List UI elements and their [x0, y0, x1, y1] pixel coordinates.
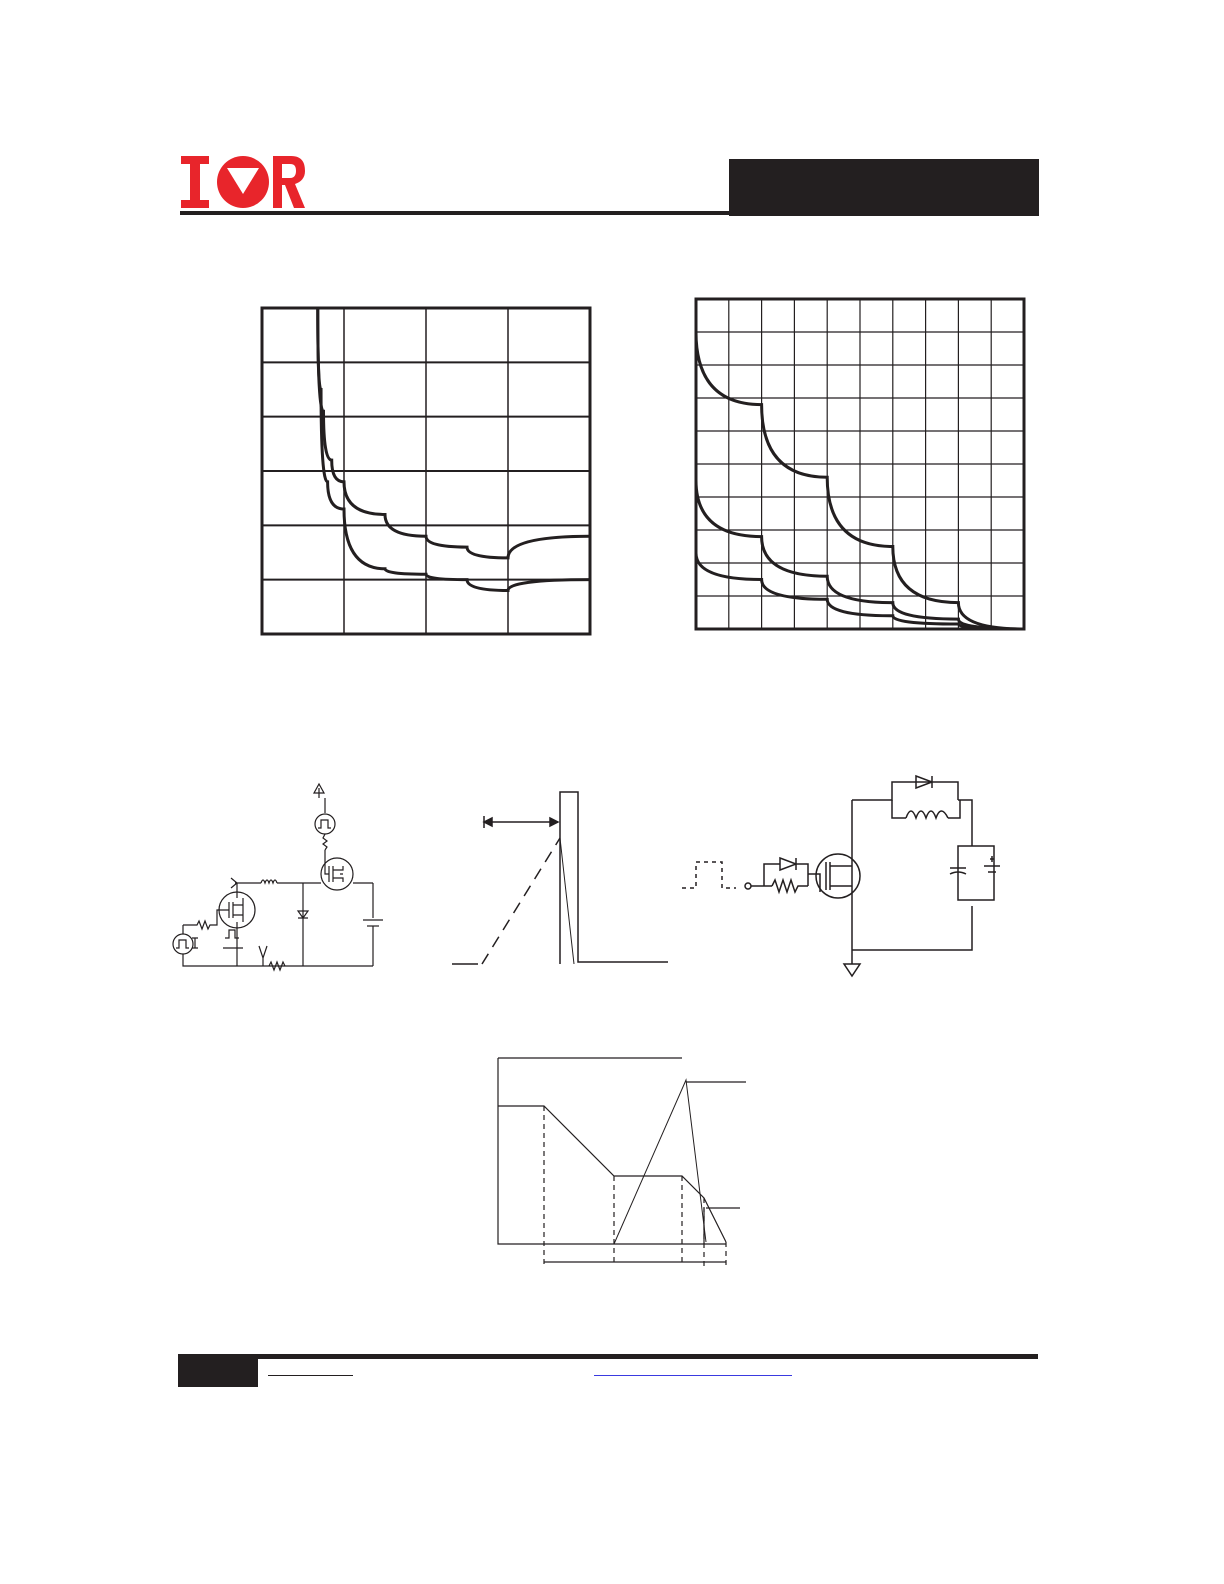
time-dimension	[484, 816, 558, 828]
voltage-pulse	[560, 792, 668, 964]
load-inductor	[906, 811, 948, 818]
footer-page-number-block	[178, 1354, 258, 1387]
footer-link-website[interactable]	[594, 1375, 792, 1376]
chart-right-decay-curves	[696, 299, 1026, 631]
gate-diode	[780, 858, 796, 870]
input-pulse	[682, 862, 736, 888]
input-terminal	[745, 883, 751, 889]
series-line-1	[318, 308, 590, 558]
mosfet-gate-test	[816, 854, 860, 898]
inductor	[261, 880, 277, 883]
chart-left-series	[318, 308, 590, 591]
pulse-source-top	[315, 814, 335, 834]
chart-left-capacitance-curves	[262, 308, 592, 638]
logo-letter-i	[181, 156, 209, 208]
gate-resistor	[772, 880, 808, 892]
diagram-test-circuit	[165, 778, 395, 998]
diagram-switching-waveform	[478, 1050, 778, 1280]
header-rule	[180, 211, 730, 215]
pulse-source-left	[173, 934, 193, 954]
header-part-number-block	[729, 159, 1039, 216]
ir-logo	[181, 154, 306, 210]
waveform-axis	[498, 1058, 726, 1244]
footer-link-left[interactable]	[268, 1375, 353, 1376]
diagram-avalanche-waveform	[450, 780, 680, 980]
current-ramp-dashed	[482, 838, 560, 964]
diagram-gate-drive-circuit	[680, 766, 1020, 986]
current-decay	[560, 838, 574, 964]
logo-letter-r	[273, 156, 305, 208]
chart-left-grid	[262, 308, 590, 634]
supply-arrow	[314, 784, 324, 798]
ground-symbol	[844, 950, 860, 976]
drain-voltage-trace	[614, 1080, 706, 1244]
footer-rule	[178, 1354, 1038, 1359]
